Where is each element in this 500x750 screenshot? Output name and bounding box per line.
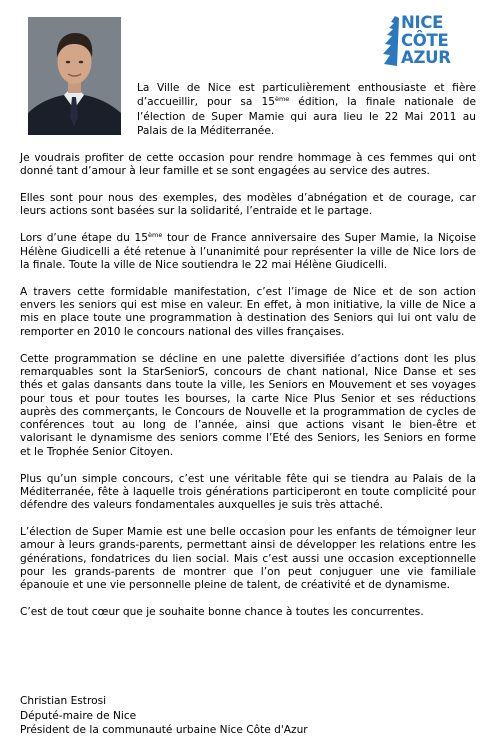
logo-line-3: AZUR [401,48,451,67]
signature-name: Christian Estrosi [20,695,107,707]
paragraph-tour-de-france [20,232,476,272]
nice-cote-azur-logo [381,14,467,72]
paragraph-fete: Plus qu’un simple concours, c’est une véritable fête qui se tiendra au Palais de la Méditerranée, fête à laquelle trois générations participeront en toute complicité pour défendre des valeurs fondamentales auxquelles je suis très attaché. [20,472,476,512]
signature-block [20,694,480,738]
paragraph-text-end: tour de France anniversaire des Super Mamie, la Niçoise Hélène Giudicelli a été retenue à l’unanimité pour représenter la ville de Nice lors de la finale. Toute la ville de Nice soutiendra le 22 mai Hélène Giudicelli. [20,232,476,271]
signature-title-1: Député-maire de Nice [20,709,137,722]
paragraph-programmation: Cette programmation se décline en une palette diversifiée d’actions dont les plus remarquables sont la StarSeniorS, concours de chant national, Nice Danse et ses thés et galas dansants dans toute la ville, les Seniors en Mouvement et ses voyages pour tous et pour toutes les bourses, la carte Nice Plus Senior et ses réductions auprès des commerçants, le Concours de Nouvelle et la programmation de cycles de conférences tout au long de l’année, ainsi que actions visant le bien-être et valorisant le dynamisme des seniors comme l’Eté des Seniors, les Seniors en forme et le Trophée Senior Citoyen. [20,352,476,458]
letter-body [20,152,476,633]
intro-text-start: La Ville de Nice est particulièrement enthousiaste et fière d’accueillir, pour sa 15 [137,82,476,109]
signature-title-2: Président de la communauté urbaine Nice Côte d'Azur [20,724,308,736]
intro-text-end: édition, la finale nationale de l’élection de Super Mamie qui aura lieu le 22 Mai 2011 au Palais de la Méditerranée. [137,96,476,137]
eagle-icon [381,14,401,68]
intro-superscript: ème [274,95,290,104]
paragraph-superscript: ème [147,231,163,240]
paragraph-homage: Je voudrais profiter de cette occasion pour rendre hommage à ces femmes qui ont donné tant d’amour à leur famille et se sont engagées au service des autres. [20,152,476,178]
logo-line-2: CÔTE [401,30,449,50]
logo-line-1: NICE [401,13,444,32]
paragraph-occasion: L’élection de Super Mamie est une belle occasion pour les enfants de témoigner leur amour à leurs grands-parents, permettant ainsi de développer les relations entre les générations, fondatrices du lien social. Mais c’est aussi une occasion exceptionnelle pour les grands-parents de montrer que l’on peut conjuguer une vie familiale épanouie et une vie personnelle pleine de talent, de créativité et de dynamisme. [20,526,476,592]
intro-paragraph [137,81,476,138]
paragraph-text-start: Lors d’une étape du 15 [20,232,148,245]
portrait-photo [28,17,121,135]
logo-wordmark [401,14,451,67]
paragraph-bonne-chance: C’est de tout cœur que je souhaite bonne chance à toutes les concurrentes. [20,606,424,619]
paragraph-image-of-nice: A travers cette formidable manifestation, c’est l’image de Nice et de son action envers les seniors qui est mise en valeur. En effet, à mon initiative, la ville de Nice a mis en place toute une programmation à destination des Seniors qui lui ont valu de remporter en 2010 le concours national des villes françaises. [20,285,476,338]
paragraph-examples: Elles sont pour nous des exemples, des modèles d’abnégation et de courage, car leurs actions sont basées sur la solidarité, l’entraide et le partage. [20,192,476,218]
